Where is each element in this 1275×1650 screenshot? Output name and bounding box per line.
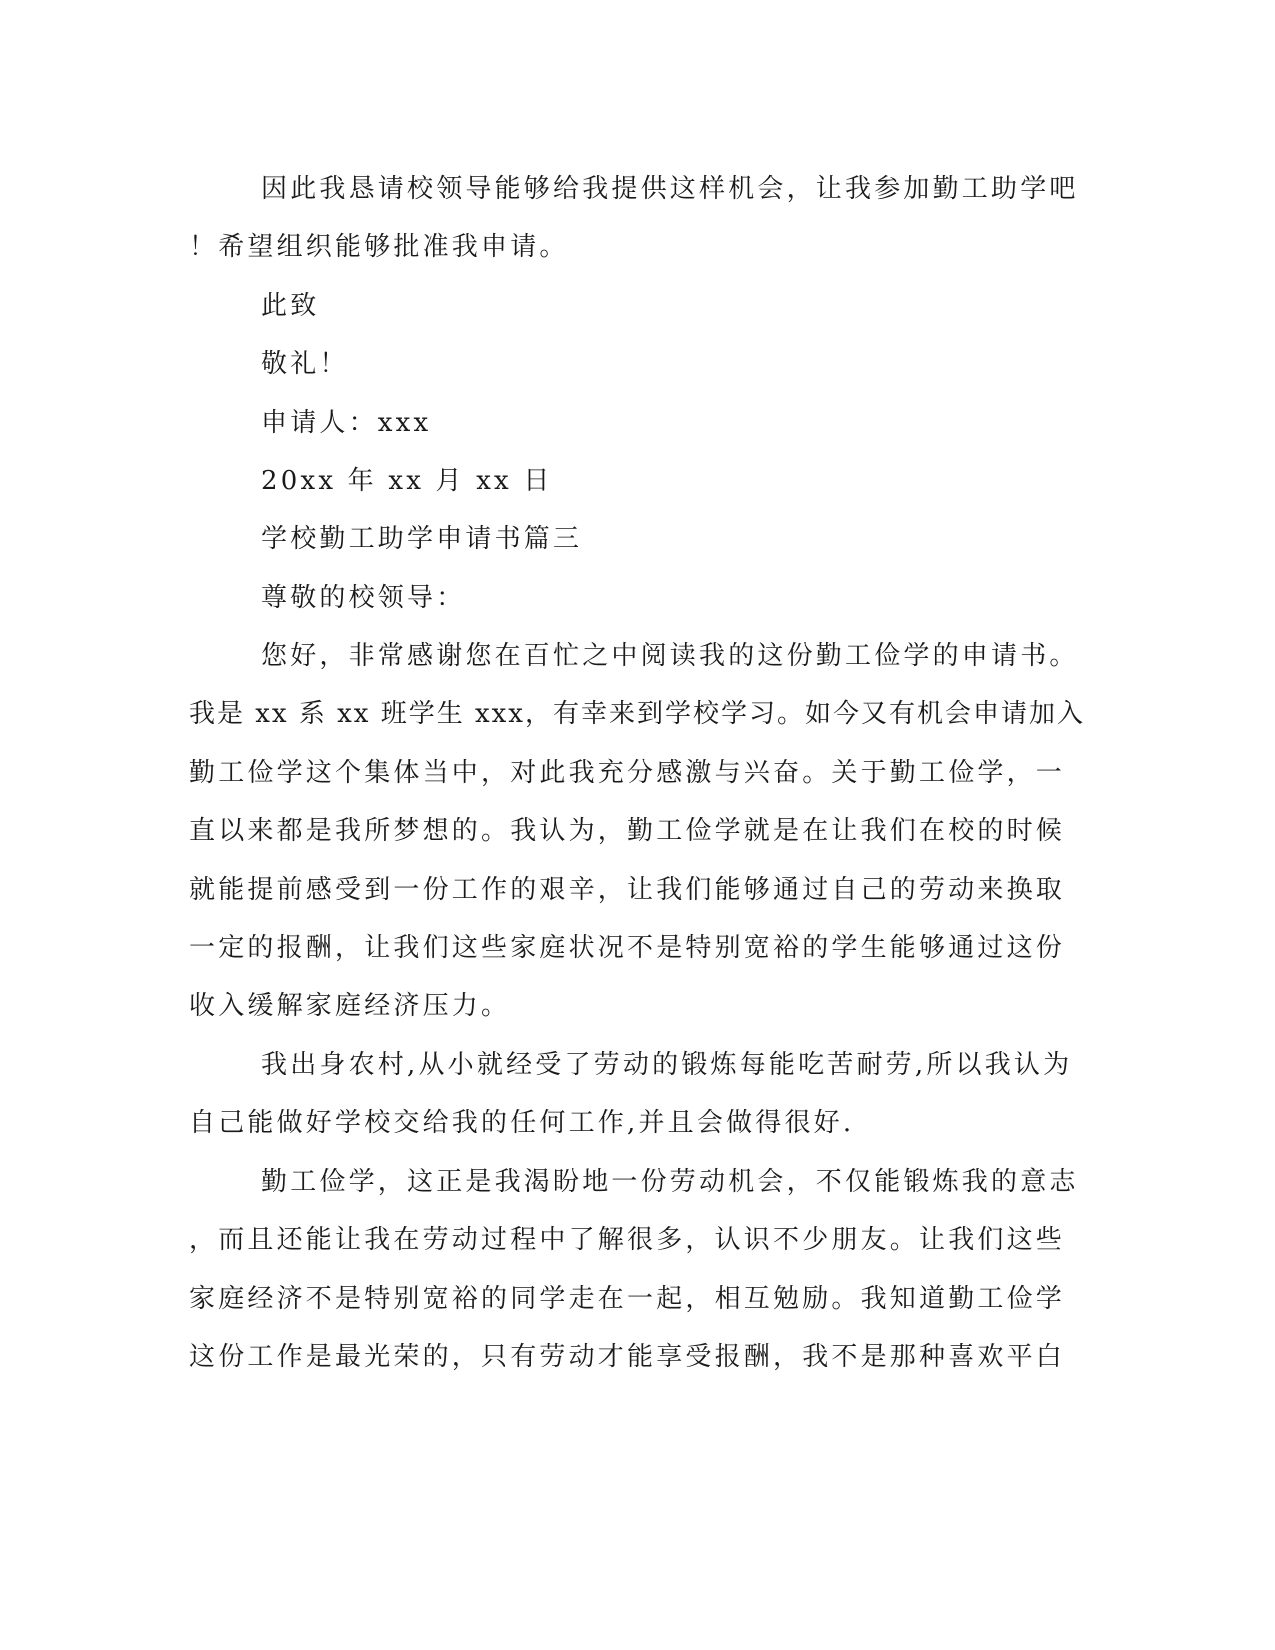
paragraph-line: 勤工俭学这个集体当中，对此我充分感激与兴奋。关于勤工俭学，一 — [189, 758, 1066, 788]
paragraph-line: 我是 xx 系 xx 班学生 xxx，有幸来到学校学习。如今又有机会申请加入 — [189, 699, 1085, 729]
paragraph-line: 这份工作是最光荣的，只有劳动才能享受报酬，我不是那种喜欢平白 — [189, 1342, 1066, 1372]
paragraph-line: 直以来都是我所梦想的。我认为，勤工俭学就是在让我们在校的时候 — [189, 816, 1066, 846]
applicant-signature: 申请人：xxx — [261, 408, 432, 438]
paragraph-line: ，而且还能让我在劳动过程中了解很多，认识不少朋友。让我们这些 — [189, 1225, 1066, 1255]
letter-date: 20xx 年 xx 月 xx 日 — [261, 466, 553, 496]
paragraph-line: 我出身农村,从小就经受了劳动的锻炼每能吃苦耐劳,所以我认为 — [261, 1050, 1073, 1080]
paragraph-line: 一定的报酬，让我们这些家庭状况不是特别宽裕的学生能够通过这份 — [189, 933, 1066, 963]
paragraph-line: 家庭经济不是特别宽裕的同学走在一起，相互勉励。我知道勤工俭学 — [189, 1284, 1066, 1314]
paragraph-line: 收入缓解家庭经济压力。 — [189, 991, 511, 1021]
section-title: 学校勤工助学申请书篇三 — [261, 524, 583, 554]
paragraph-line: 因此我恳请校领导能够给我提供这样机会，让我参加勤工助学吧 — [261, 174, 1079, 204]
paragraph-line: 勤工俭学，这正是我渴盼地一份劳动机会，不仅能锻炼我的意志 — [261, 1167, 1079, 1197]
paragraph-line: ！希望组织能够批准我申请。 — [189, 232, 569, 262]
paragraph-line: 自己能做好学校交给我的任何工作,并且会做得很好. — [189, 1108, 855, 1138]
paragraph-line: 您好，非常感谢您在百忙之中阅读我的这份勤工俭学的申请书。 — [261, 641, 1079, 671]
closing-regards: 敬礼！ — [261, 349, 349, 379]
closing-salutation: 此致 — [261, 291, 320, 321]
paragraph-line: 就能提前感受到一份工作的艰辛，让我们能够通过自己的劳动来换取 — [189, 875, 1066, 905]
greeting: 尊敬的校领导： — [261, 583, 466, 613]
